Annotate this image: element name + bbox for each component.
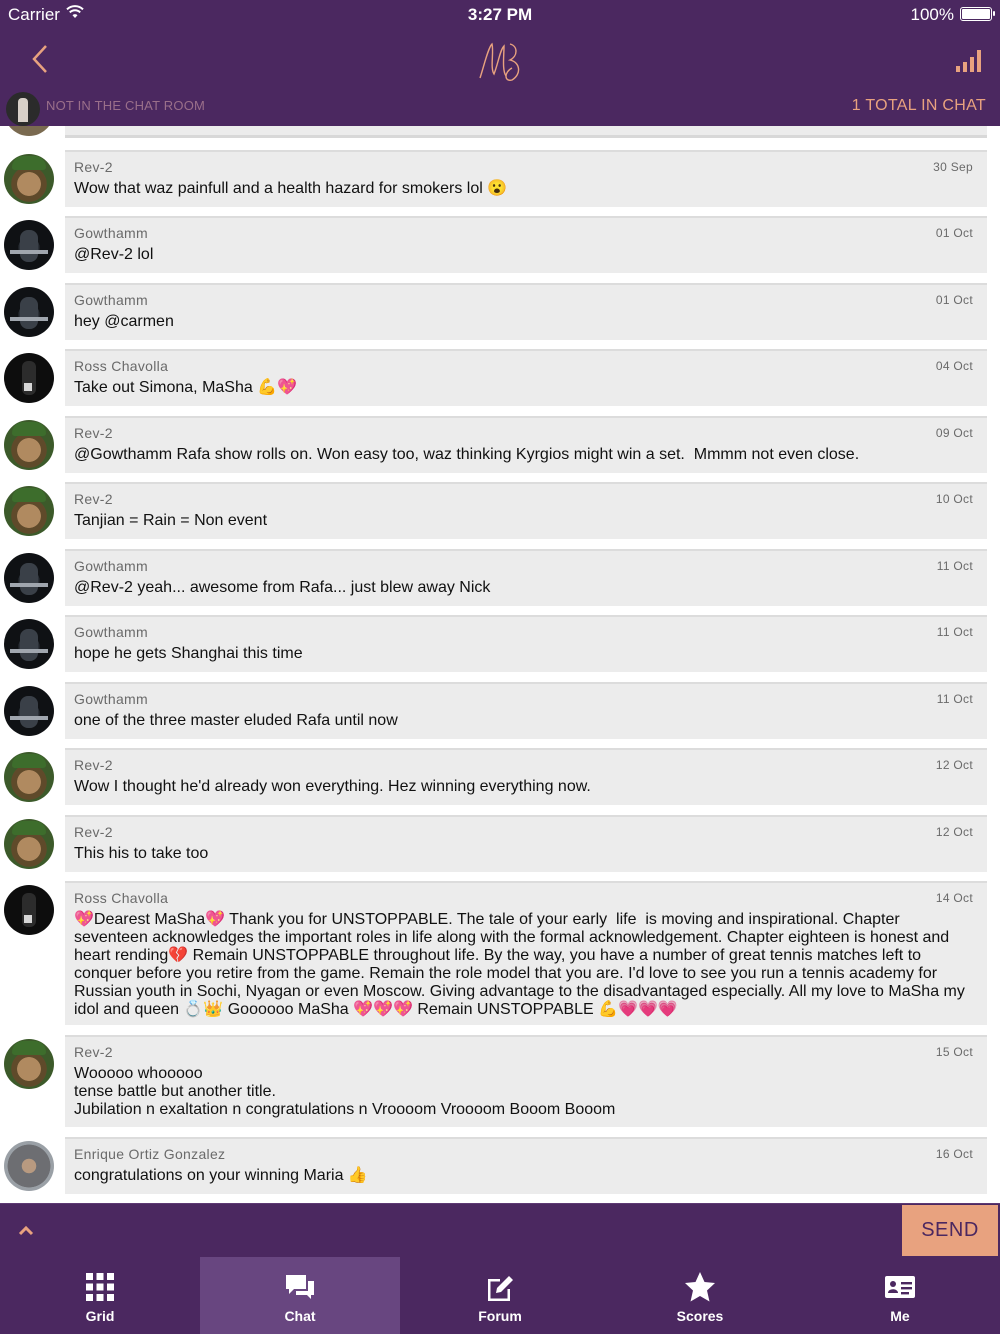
message-date: 12 Oct bbox=[935, 758, 973, 772]
message-bubble bbox=[65, 549, 987, 606]
not-in-room-label: NOT IN THE CHAT ROOM bbox=[46, 98, 206, 113]
message-text: Wow I thought he'd already won everything. Hez winning everything now. bbox=[74, 778, 591, 795]
avatar[interactable] bbox=[4, 420, 54, 470]
message-author[interactable]: Gowthamm bbox=[74, 624, 148, 640]
battery-icon bbox=[960, 7, 992, 21]
message-author[interactable]: Rev-2 bbox=[74, 824, 113, 840]
message-bubble bbox=[65, 482, 987, 539]
avatar[interactable] bbox=[4, 885, 54, 935]
chat-message[interactable] bbox=[0, 482, 1000, 539]
chat-message[interactable] bbox=[0, 881, 1000, 1025]
avatar bbox=[4, 126, 54, 136]
avatar[interactable] bbox=[4, 686, 54, 736]
message-author[interactable]: Ross Chavolla bbox=[74, 890, 169, 906]
message-text: hey @carmen bbox=[74, 313, 174, 330]
tab-bar bbox=[0, 1257, 1000, 1334]
edit-icon bbox=[484, 1271, 516, 1303]
message-date: 01 Oct bbox=[935, 293, 973, 307]
clock: 3:27 PM bbox=[467, 5, 533, 24]
avatar[interactable] bbox=[4, 819, 54, 869]
chat-message[interactable] bbox=[0, 549, 1000, 606]
message-bubble bbox=[65, 748, 987, 805]
message-date: 12 Oct bbox=[935, 825, 973, 839]
chat-message[interactable] bbox=[0, 150, 1000, 207]
tab-grid[interactable] bbox=[0, 1257, 200, 1334]
send-button[interactable]: SEND bbox=[902, 1205, 998, 1256]
message-text: Take out Simona, MaSha 💪💖 bbox=[74, 379, 298, 396]
chat-message-list[interactable] bbox=[0, 126, 1000, 1203]
message-author[interactable]: Rev-2 bbox=[74, 159, 113, 175]
chat-message[interactable] bbox=[0, 815, 1000, 872]
message-author[interactable]: Gowthamm bbox=[74, 558, 148, 574]
id-card-icon bbox=[884, 1271, 916, 1303]
chat-bubbles-icon bbox=[284, 1271, 316, 1303]
message-bubble bbox=[65, 416, 987, 473]
chat-message[interactable] bbox=[0, 615, 1000, 672]
signal-bars-icon[interactable] bbox=[954, 46, 982, 74]
message-text: Wooooo whooooo tense battle but another title. Jubilation n exaltation n congratulations n Vroooom Vroooom Booom Booom bbox=[74, 1065, 616, 1118]
message-date: 09 Oct bbox=[935, 426, 973, 440]
signature-logo bbox=[474, 38, 528, 84]
chat-message[interactable] bbox=[0, 216, 1000, 273]
message-bubble bbox=[65, 216, 987, 273]
message-date: 11 Oct bbox=[936, 559, 973, 573]
avatar[interactable] bbox=[4, 486, 54, 536]
message-date: 01 Oct bbox=[935, 226, 973, 240]
top-bar bbox=[0, 0, 1000, 126]
chat-message[interactable] bbox=[0, 1137, 1000, 1194]
message-date: 10 Oct bbox=[935, 492, 973, 506]
tab-label: Chat bbox=[284, 1308, 316, 1324]
message-text: This his to take too bbox=[74, 845, 209, 862]
message-author[interactable]: Gowthamm bbox=[74, 691, 148, 707]
message-composer bbox=[0, 1203, 1000, 1257]
message-date: 11 Oct bbox=[936, 625, 973, 639]
message-text: hope he gets Shanghai this time bbox=[74, 645, 303, 662]
tab-label: Scores bbox=[676, 1308, 724, 1324]
message-author[interactable]: Rev-2 bbox=[74, 425, 113, 441]
avatar[interactable] bbox=[4, 619, 54, 669]
message-text: @Gowthamm Rafa show rolls on. Won easy too, waz thinking Kyrgios might win a set. Mmmm not even close. bbox=[74, 446, 860, 463]
avatar[interactable] bbox=[4, 154, 54, 204]
chat-message[interactable] bbox=[0, 1035, 1000, 1127]
message-date: 11 Oct bbox=[936, 692, 973, 706]
message-bubble bbox=[65, 349, 987, 406]
battery-percent: 100% bbox=[910, 5, 954, 24]
tab-forum[interactable] bbox=[400, 1257, 600, 1334]
message-date: 04 Oct bbox=[935, 359, 973, 373]
message-bubble bbox=[65, 615, 987, 672]
message-date: 15 Oct bbox=[935, 1045, 973, 1059]
message-text: @Rev-2 yeah... awesome from Rafa... just blew away Nick bbox=[74, 579, 491, 596]
message-date: 30 Sep bbox=[933, 160, 973, 174]
chat-message[interactable] bbox=[0, 283, 1000, 340]
avatar[interactable] bbox=[4, 553, 54, 603]
message-author[interactable]: Enrique Ortiz Gonzalez bbox=[74, 1146, 226, 1162]
status-bar bbox=[0, 0, 1000, 28]
chat-message[interactable] bbox=[0, 682, 1000, 739]
message-author[interactable]: Rev-2 bbox=[74, 1044, 113, 1060]
avatar[interactable] bbox=[4, 287, 54, 337]
message-bubble bbox=[65, 1035, 987, 1127]
message-text: congratulations on your winning Maria 👍 bbox=[74, 1167, 368, 1184]
message-input[interactable] bbox=[54, 1212, 890, 1250]
message-bubble bbox=[65, 682, 987, 739]
avatar[interactable] bbox=[4, 1039, 54, 1089]
avatar[interactable] bbox=[4, 1141, 54, 1191]
message-date: 16 Oct bbox=[935, 1147, 973, 1161]
chevron-up-icon[interactable] bbox=[14, 1220, 38, 1242]
message-author[interactable]: Rev-2 bbox=[74, 757, 113, 773]
message-author[interactable]: Ross Chavolla bbox=[74, 358, 169, 374]
tab-scores[interactable] bbox=[600, 1257, 800, 1334]
grid-icon bbox=[84, 1271, 116, 1303]
message-text: Tanjian = Rain = Non event bbox=[74, 512, 268, 529]
tab-me[interactable] bbox=[800, 1257, 1000, 1334]
message-bubble bbox=[65, 1137, 987, 1194]
message-text: Wow that waz painfull and a health hazard for smokers lol 😮 bbox=[74, 180, 508, 197]
tab-label: Forum bbox=[478, 1308, 522, 1324]
star-icon bbox=[684, 1271, 716, 1303]
message-bubble bbox=[65, 283, 987, 340]
message-text: @Rev-2 lol bbox=[74, 246, 154, 263]
tab-label: Me bbox=[890, 1308, 910, 1324]
chat-message[interactable] bbox=[0, 748, 1000, 805]
message-bubble bbox=[65, 815, 987, 872]
tab-chat[interactable] bbox=[200, 1257, 400, 1334]
carrier-label: Carrier bbox=[8, 5, 60, 24]
total-in-chat-count[interactable]: 1 TOTAL IN CHAT bbox=[851, 97, 986, 114]
message-author[interactable]: Gowthamm bbox=[74, 292, 148, 308]
avatar bbox=[6, 92, 40, 126]
tab-label: Grid bbox=[85, 1308, 115, 1324]
chevron-left-icon[interactable] bbox=[26, 42, 54, 76]
message-author[interactable]: Gowthamm bbox=[74, 225, 148, 241]
avatar[interactable] bbox=[4, 353, 54, 403]
avatar[interactable] bbox=[4, 220, 54, 270]
message-bubble bbox=[65, 881, 987, 1025]
message-author[interactable]: Rev-2 bbox=[74, 491, 113, 507]
message-bubble bbox=[65, 150, 987, 207]
chat-message[interactable] bbox=[0, 349, 1000, 406]
message-date: 14 Oct bbox=[935, 891, 973, 905]
message-text: 💖Dearest MaSha💖 Thank you for UNSTOPPABLE. The tale of your early life is moving and inspirational. Chapter seventeen acknowledges the important roles in life along with the formal acknowledgement. Chapter eighteen is honest and heart rending💔 Remain UNSTOPPABLE throughout life. By the way, you have a number of great tennis matches left to conquer before you retire from the game. Remain the role model that you are. I'd love to see you run a tennis academy for Russian youth in Sochi, Nyagan or even Moscow. Giving advantage to the disadvantaged especially. All my love to MaSha my idol and queen 💍👑 Goooooo MaSha 💖💖💖 Remain UNSTOPPABLE 💪💗💗💗 bbox=[74, 911, 970, 1018]
chat-message[interactable] bbox=[0, 416, 1000, 473]
message-text: one of the three master eluded Rafa until now bbox=[74, 712, 398, 729]
avatar[interactable] bbox=[4, 752, 54, 802]
list-item bbox=[65, 126, 987, 138]
